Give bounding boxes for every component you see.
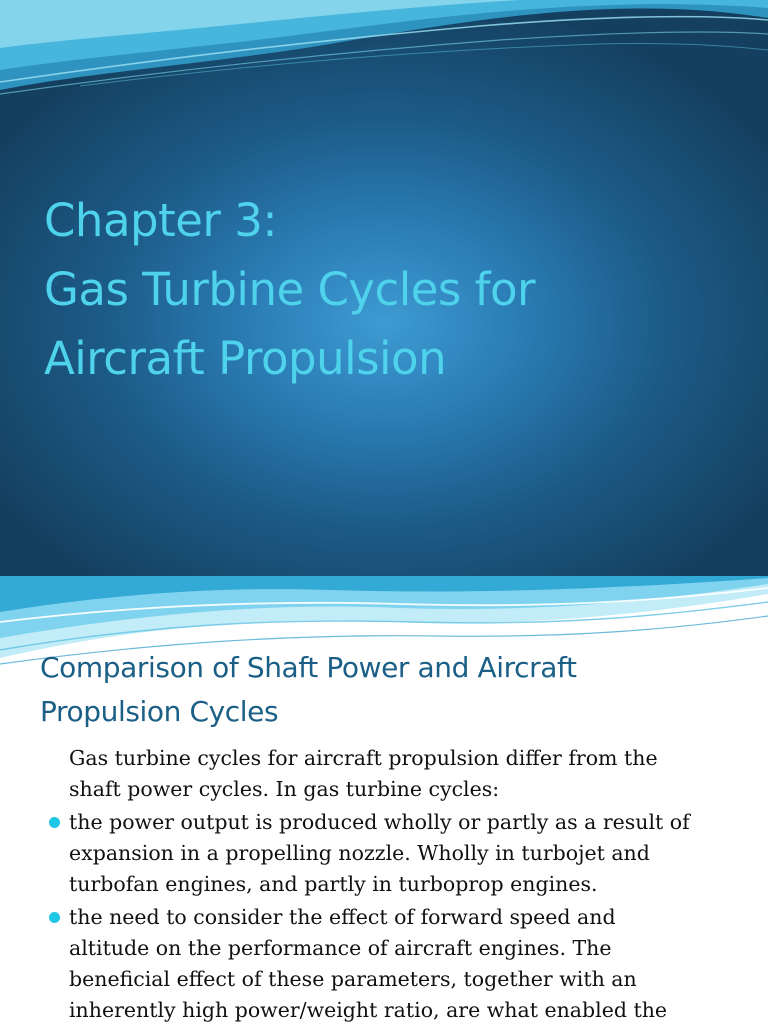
slide-body [0, 743, 768, 1024]
body-line: the power output is produced wholly or partly as a result of [69, 810, 690, 834]
title-line: Aircraft Propulsion [44, 332, 447, 385]
body-line: shaft power cycles. In gas turbine cycles: [69, 777, 500, 801]
content-slide [0, 576, 768, 1024]
title-line: Chapter 3: [44, 194, 278, 247]
body-line: altitude on the performance of aircraft engines. The [69, 936, 612, 960]
body-line: expansion in a propelling nozzle. Wholly in turbojet and [69, 841, 650, 865]
bullet-item [0, 902, 768, 1024]
intro-paragraph [69, 743, 749, 805]
bullet-text [69, 902, 759, 1024]
body-line: the need to consider the effect of forward speed and [69, 905, 616, 929]
bullet-text [69, 807, 759, 900]
body-line: beneficial effect of these parameters, together with an [69, 967, 637, 991]
title-line: Gas Turbine Cycles for [44, 263, 536, 316]
slide-heading [40, 646, 760, 734]
heading-line: Comparison of Shaft Power and Aircraft [40, 651, 577, 684]
heading-line: Propulsion Cycles [40, 695, 279, 728]
body-line: inherently high power/weight ratio, are what enabled the [69, 998, 668, 1022]
body-line: turbofan engines, and partly in turboprop engines. [69, 872, 598, 896]
bullet-icon [49, 817, 60, 828]
bullet-icon [49, 912, 60, 923]
slide-title [44, 186, 744, 393]
wave-decoration [0, 0, 768, 110]
bullet-item [0, 807, 768, 900]
body-line: Gas turbine cycles for aircraft propulsion differ from the [69, 746, 658, 770]
